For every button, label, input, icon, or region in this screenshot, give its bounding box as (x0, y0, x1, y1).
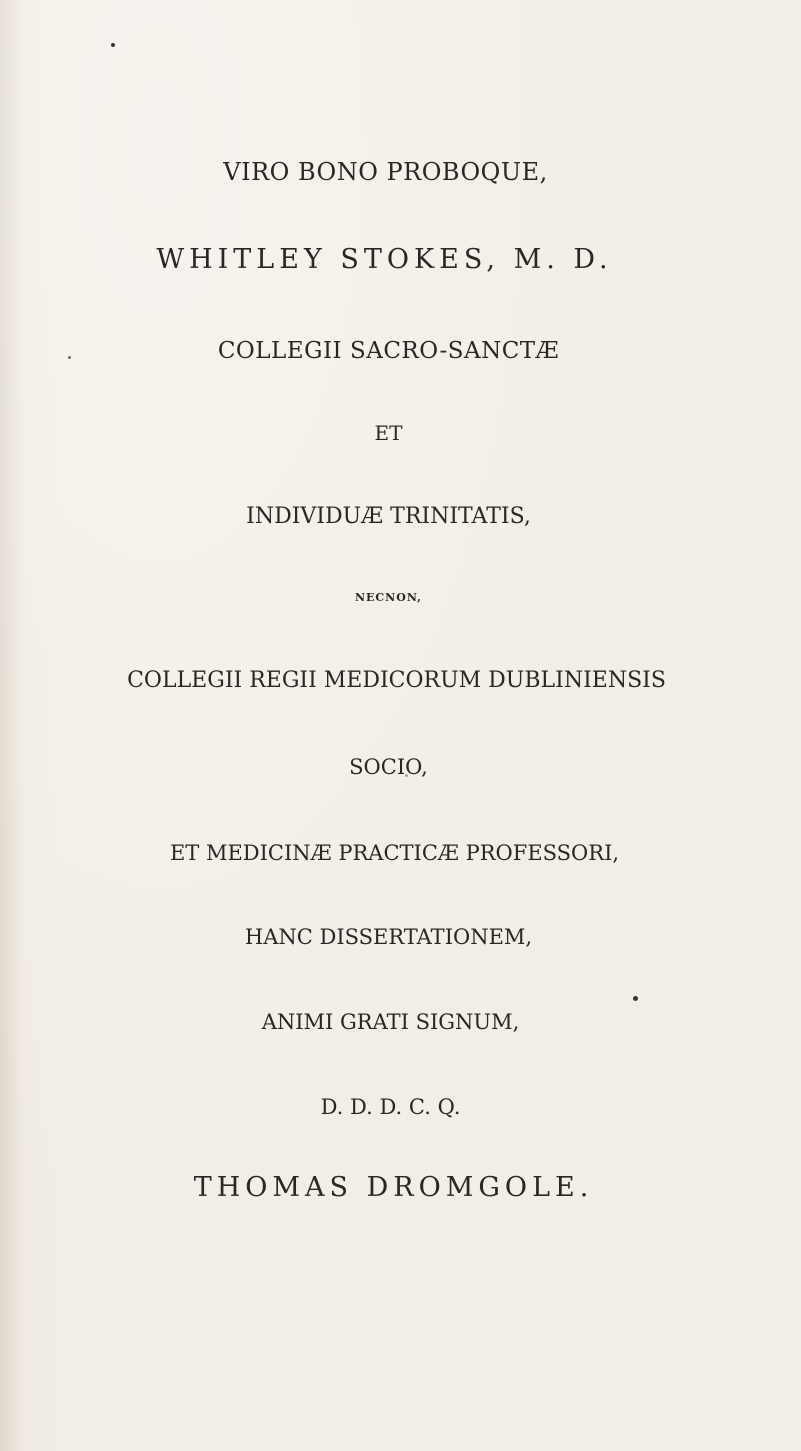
dedication-line-et: ET (374, 421, 403, 445)
dedication-line-dddcq: D. D. D. C. Q. (320, 1095, 461, 1119)
paper-speck (405, 774, 408, 777)
dedication-line-socio: SOCIO, (349, 755, 428, 779)
author-name: THOMAS DROMGOLE. (193, 1172, 594, 1203)
paper-speck (111, 43, 115, 47)
paper-speck (68, 356, 71, 359)
paper-speck (633, 996, 638, 1001)
dedication-line-viro-bono: VIRO BONO PROBOQUE, (223, 158, 548, 186)
dedication-line-collegii-regii: COLLEGII REGII MEDICORUM DUBLINIENSIS (127, 668, 666, 693)
dedicatee-name: WHITLEY STOKES, M. D. (156, 244, 613, 275)
dedication-line-dissertationem: HANC DISSERTATIONEM, (244, 925, 533, 949)
dedication-line-trinitatis: INDIVIDUÆ TRINITATIS, (246, 504, 531, 529)
dedication-line-collegii: COLLEGII SACRO-SANCTÆ (217, 338, 560, 364)
dedication-line-necnon: NECNON, (354, 591, 422, 604)
dedication-line-professori: ET MEDICINÆ PRACTICÆ PROFESSORI, (169, 841, 620, 865)
dedication-line-signum: ANIMI GRATI SIGNUM, (261, 1010, 520, 1034)
